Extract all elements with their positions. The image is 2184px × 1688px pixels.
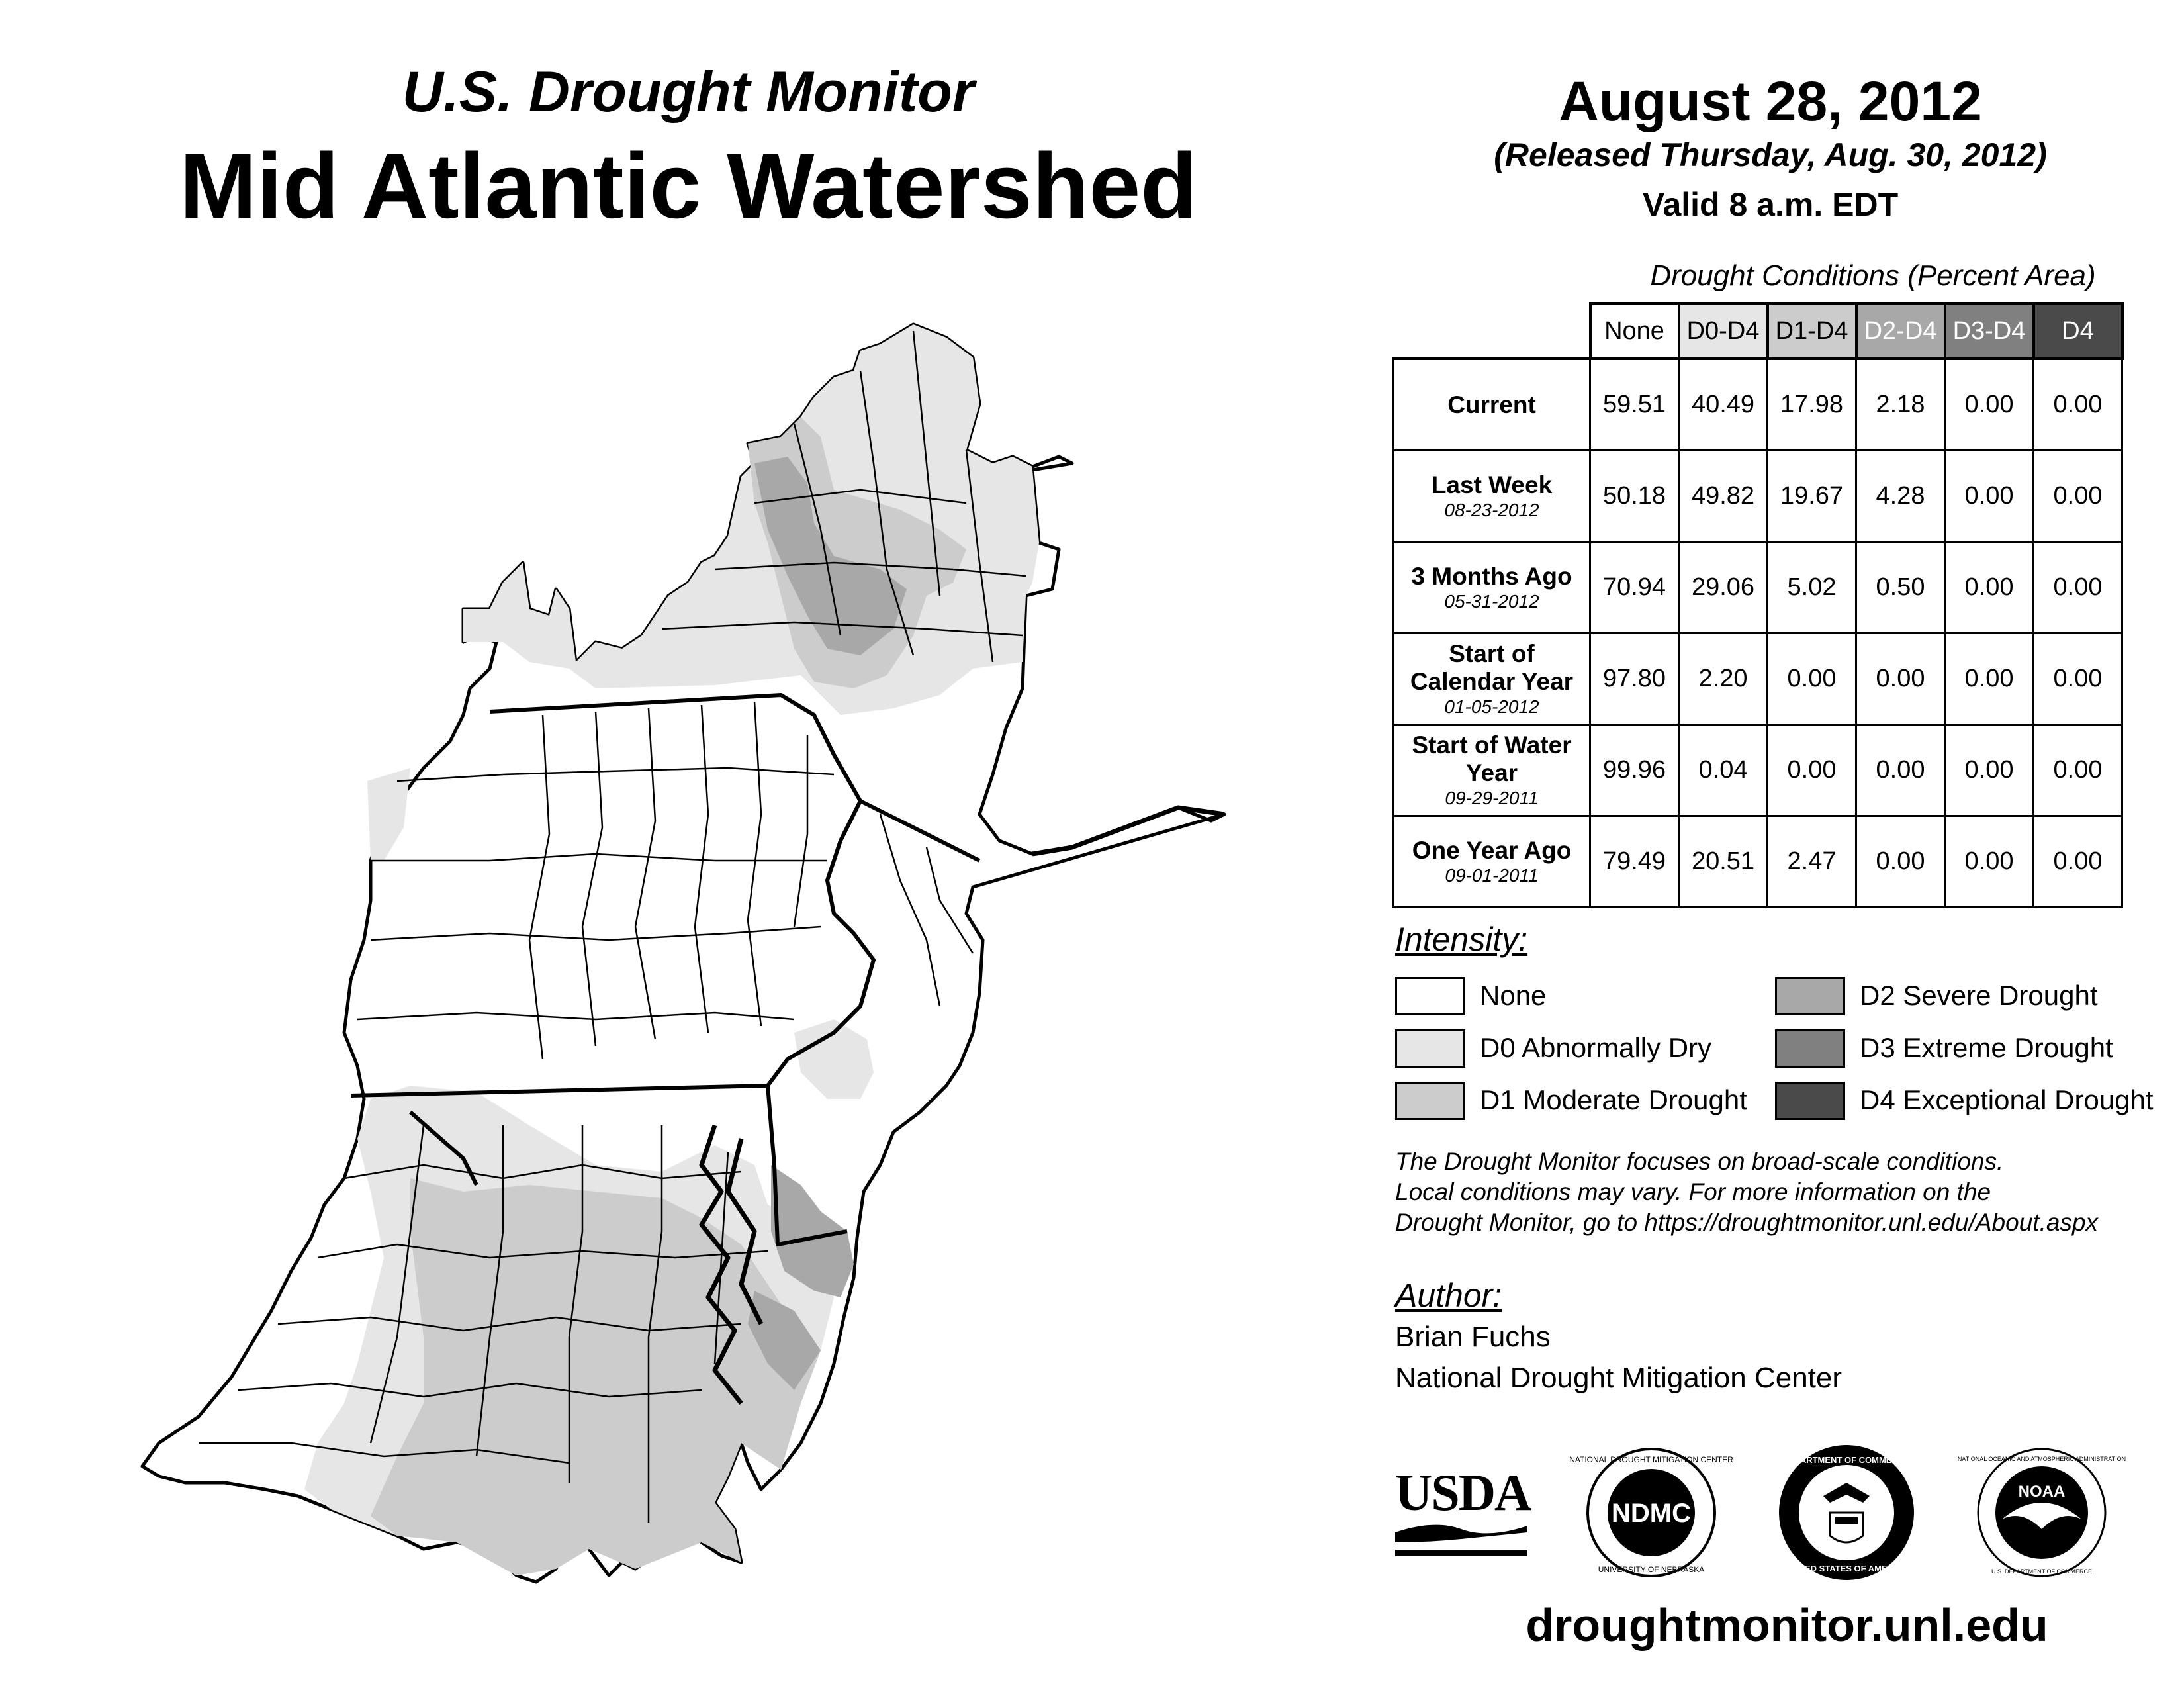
table-row [1394,816,2122,908]
cell-value: 0.00 [2034,451,2122,542]
cell-value: 50.18 [1590,451,1679,542]
cell-value: 2.18 [1856,359,1945,451]
cell-value: 0.00 [2034,633,2122,725]
commerce-logo [1777,1443,1916,1582]
cell-value: 0.50 [1856,542,1945,633]
cell-value: 59.51 [1590,359,1679,451]
cell-value: 5.02 [1768,542,1856,633]
note-line: Local conditions may vary. For more information on the [1395,1178,1991,1205]
ndmc-ring-bottom: UNIVERSITY OF NEBRASKA [1598,1565,1705,1574]
ndmc-center-text: NDMC [1612,1499,1691,1528]
release-date: (Released Thursday, Aug. 30, 2012) [1494,136,2047,173]
noaa-ring-bottom: U.S. DEPARTMENT OF COMMERCE [1991,1568,2093,1575]
row-date: 09-29-2011 [1445,787,1539,808]
col-header-d4: D4 [2034,303,2122,359]
cell-value: 0.00 [2034,816,2122,908]
noaa-seal-icon [1957,1446,2126,1579]
cell-value: 79.49 [1590,816,1679,908]
cell-value: 17.98 [1768,359,1856,451]
table-caption: Drought Conditions (Percent Area) [1650,259,2096,292]
legend-swatch [1775,1082,1845,1120]
legend-swatch [1395,1082,1465,1120]
row-label [1394,542,1590,633]
table-header-row [1394,303,2122,359]
cell-value: 0.00 [2034,359,2122,451]
legend-swatch [1395,1029,1465,1068]
cell-value: 49.82 [1679,451,1768,542]
col-header-d0-d4: D0-D4 [1679,303,1768,359]
cell-value: 19.67 [1768,451,1856,542]
table-row [1394,542,2122,633]
ndmc-logo [1569,1446,1733,1579]
note-line: Drought Monitor, go to https://droughtmonitor.unl.edu/About.aspx [1395,1209,2098,1236]
cell-value: 0.00 [1856,816,1945,908]
usda-logo [1395,1463,1531,1562]
cell-value: 0.00 [1768,633,1856,725]
legend-label: D4 Exceptional Drought [1860,1084,2154,1115]
valid-time: Valid 8 a.m. EDT [1642,186,1899,223]
map-date: August 28, 2012 [1559,70,1982,132]
cell-value: 0.00 [1856,633,1945,725]
row-label [1394,816,1590,908]
row-label [1394,633,1590,725]
cell-value: 0.00 [1945,359,2034,451]
row-title: 3 Months Ago [1411,562,1572,590]
noaa-ring-text: NATIONAL OCEANIC AND ATMOSPHERIC ADMINISTRATION [1957,1456,2126,1462]
map-title: Mid Atlantic Watershed [179,134,1197,238]
row-title: One Year Ago [1412,836,1572,864]
cell-value: 20.51 [1679,816,1768,908]
row-title: Current [1447,391,1536,418]
legend-label: D2 Severe Drought [1860,980,2098,1011]
legend-heading: Intensity: [1395,921,1528,958]
row-title: Start of Water Year [1412,731,1572,786]
cell-value: 99.96 [1590,725,1679,816]
website-link[interactable]: droughtmonitor.unl.edu [1525,1599,2048,1651]
cell-value: 2.47 [1768,816,1856,908]
col-header-d3-d4: D3-D4 [1945,303,2034,359]
col-header-none: None [1590,303,1679,359]
disclaimer-note [1395,1147,2156,1238]
legend-label: D3 Extreme Drought [1860,1032,2113,1063]
drought-conditions-table [1392,302,2124,908]
noaa-logo [1957,1446,2126,1579]
legend-label: D0 Abnormally Dry [1480,1032,1712,1063]
cell-value: 2.20 [1679,633,1768,725]
cell-value: 0.00 [1945,725,2034,816]
cell-value: 70.94 [1590,542,1679,633]
row-label [1394,359,1590,451]
cell-value: 4.28 [1856,451,1945,542]
commerce-ring-bottom: UNITED STATES OF AMERICA [1784,1564,1909,1573]
col-header-d1-d4: D1-D4 [1768,303,1856,359]
col-header-d2-d4: D2-D4 [1856,303,1945,359]
map-subtitle: U.S. Drought Monitor [402,60,975,124]
table-row [1394,451,2122,542]
author-name: Brian Fuchs [1395,1321,1551,1353]
cell-value: 97.80 [1590,633,1679,725]
row-title: Last Week [1431,471,1553,498]
cell-value: 0.00 [1856,725,1945,816]
author-heading: Author: [1395,1277,1502,1314]
commerce-ring-top: DEPARTMENT OF COMMERCE [1783,1455,1910,1465]
commerce-seal-icon [1777,1443,1916,1582]
noaa-center-text: NOAA [2018,1483,2066,1501]
table-row [1394,725,2122,816]
cell-value: 40.49 [1679,359,1768,451]
cell-value: 0.00 [2034,542,2122,633]
row-date: 08-23-2012 [1444,499,1539,520]
cell-value: 0.00 [1768,725,1856,816]
row-title: Start of Calendar Year [1410,639,1574,695]
legend-swatch [1775,1029,1845,1068]
row-label [1394,725,1590,816]
legend-swatch [1395,977,1465,1015]
note-line: The Drought Monitor focuses on broad-scale conditions. [1395,1148,2004,1175]
table-row [1394,633,2122,725]
row-date: 05-31-2012 [1444,590,1539,612]
table-corner [1394,303,1590,359]
table-row [1394,359,2122,451]
cell-value: 0.00 [2034,725,2122,816]
cell-value: 0.00 [1945,816,2034,908]
ndmc-seal-icon [1569,1446,1733,1579]
cell-value: 0.04 [1679,725,1768,816]
author-organization: National Drought Mitigation Center [1395,1362,1843,1394]
usda-logo-mark [1395,1519,1527,1559]
row-date: 09-01-2011 [1445,865,1539,886]
ndmc-ring-top: NATIONAL DROUGHT MITIGATION CENTER [1569,1455,1733,1464]
legend-swatch [1775,977,1845,1015]
legend-label: D1 Moderate Drought [1480,1084,1747,1115]
row-label [1394,451,1590,542]
usda-logo-text: USDA [1395,1464,1531,1521]
cell-value: 0.00 [1945,451,2034,542]
legend-label: None [1480,980,1547,1011]
cell-value: 0.00 [1945,633,2034,725]
cell-value: 29.06 [1679,542,1768,633]
row-date: 01-05-2012 [1444,696,1539,717]
cell-value: 0.00 [1945,542,2034,633]
